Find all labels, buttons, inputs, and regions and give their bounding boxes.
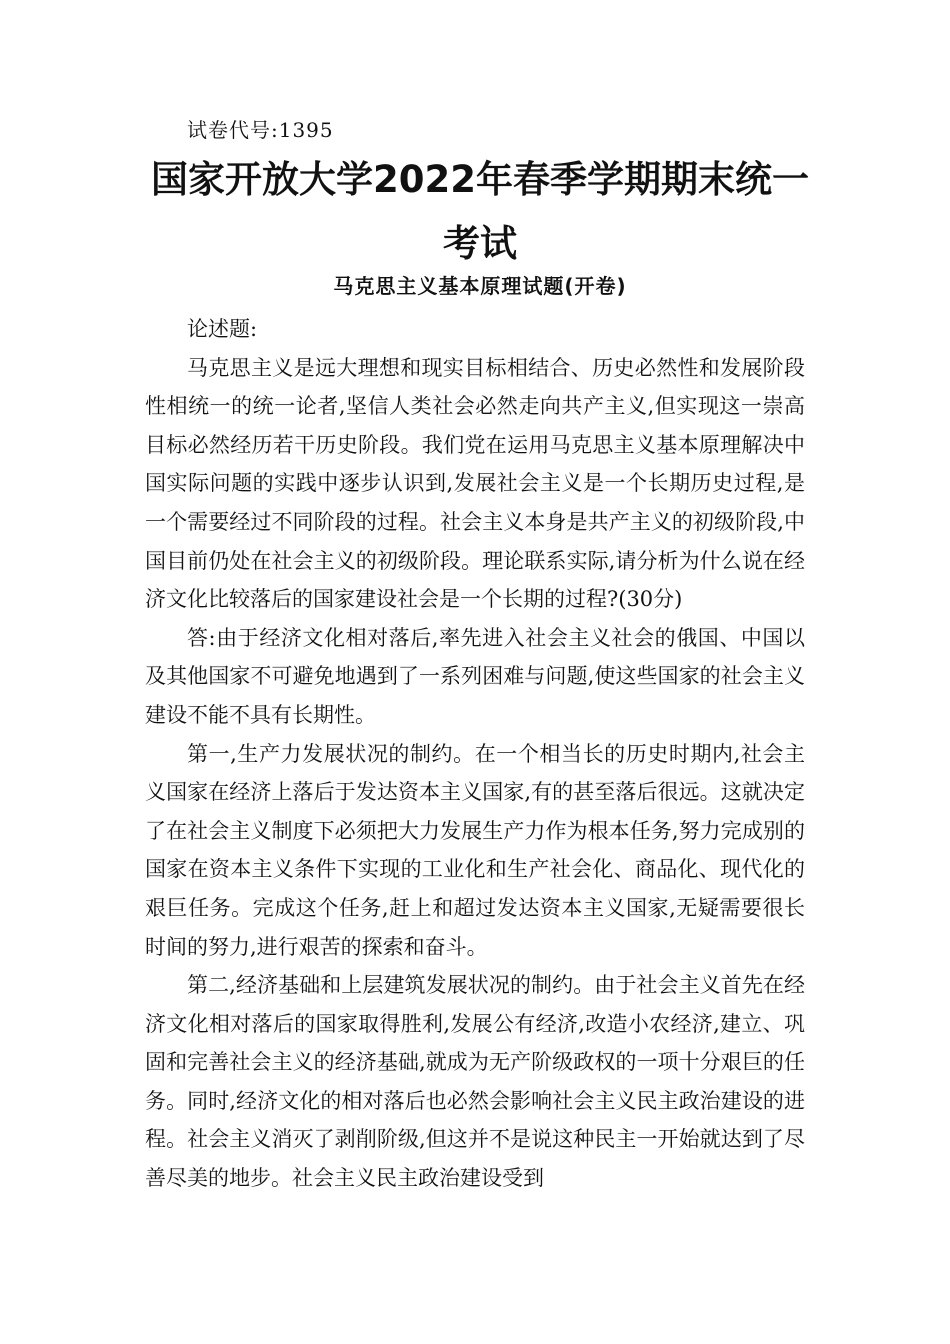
section-label: 论述题: xyxy=(187,317,258,341)
answer-intro-paragraph: 答:由于经济文化相对落后,率先进入社会主义社会的俄国、中国以及其他国家不可避免地遇到了一系列困难与问题,使这些国家的社会主义建设不能不具有长期性。 xyxy=(145,625,805,727)
point-one-paragraph: 第一,生产力发展状况的制约。在一个相当长的历史时期内,社会主义国家在经济上落后于发达资本主义国家,有的甚至落后很远。这就决定了在社会主义制度下必须把大力发展生产力作为根本任务,努力完成别的国家在资本主义条件下实现的工业化和生产社会化、商品化、现代化的艰巨任务。完成这个任务,赶上和超过发达资本主义国家,无疑需要很长时间的努力,进行艰苦的探索和奋斗。 xyxy=(145,741,805,959)
document-subtitle: 马克思主义基本原理试题(开卷) xyxy=(333,274,627,298)
document-body xyxy=(145,310,805,1198)
question-paragraph: 马克思主义是远大理想和现实目标相结合、历史必然性和发展阶段性相统一的统一论者,坚信人类社会必然走向共产主义,但实现这一崇高目标必然经历若干历史阶段。我们党在运用马克思主义基本原理解决中国实际问题的实践中逐步认识到,发展社会主义是一个长期历史过程,是一个需要经过不同阶段的过程。社会主义本身是共产主义的初级阶段,中国目前仍处在社会主义的初级阶段。理论联系实际,请分析为什么说在经济文化比较落后的国家建设社会是一个长期的过程?(30分) xyxy=(145,355,805,612)
point-two-paragraph: 第二,经济基础和上层建筑发展状况的制约。由于社会主义首先在经济文化相对落后的国家取得胜利,发展公有经济,改造小农经济,建立、巩固和完善社会主义的经济基础,就成为无产阶级政权的一项十分艰巨的任务。同时,经济文化的相对落后也必然会影响社会主义民主政治建设的进程。社会主义消灭了剥削阶级,但这并不是说这种民主一开始就达到了尽善尽美的地步。社会主义民主政治建设受到 xyxy=(145,973,805,1191)
exam-code: 试卷代号:1395 xyxy=(187,118,334,142)
document-title: 国家开放大学2022年春季学期期末统一考试 xyxy=(151,158,809,265)
